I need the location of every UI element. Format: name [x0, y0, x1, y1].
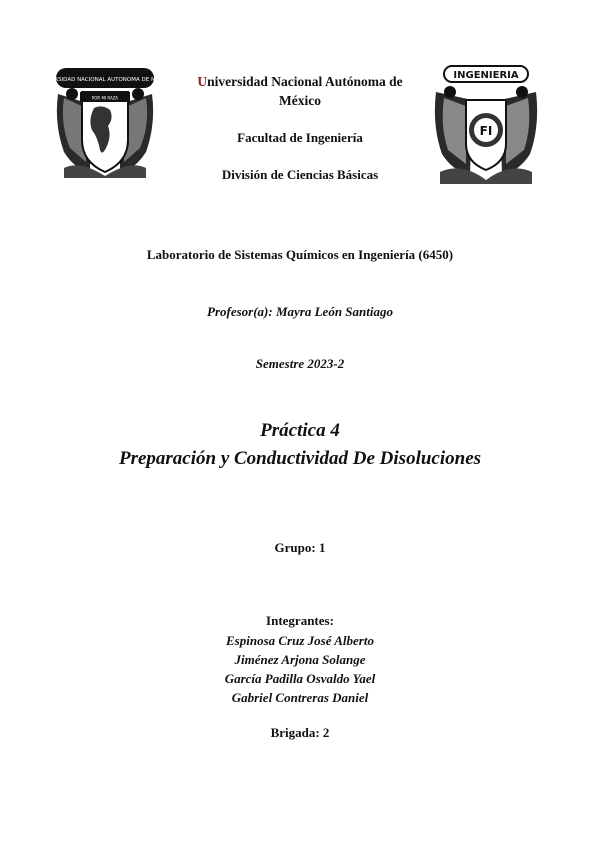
members-label: Integrantes:: [266, 613, 334, 628]
svg-text:INGENIERIA: INGENIERIA: [453, 70, 519, 81]
brigade: Brigada: 2: [270, 725, 330, 740]
member-name: García Padilla Osvaldo Yael: [224, 671, 376, 686]
laboratory-name: Laboratorio de Sistemas Químicos en Ingeniería (6450): [146, 247, 454, 262]
members-list: [0, 631, 600, 707]
member-name: Espinosa Cruz José Alberto: [226, 633, 374, 648]
practice-title: Preparación y Conductividad De Disoluciones: [118, 448, 482, 469]
professor-name: Profesor(a): Mayra León Santiago: [207, 304, 393, 319]
svg-text:UNIVERSIDAD NACIONAL AUTONOMA: UNIVERSIDAD NACIONAL AUTONOMA DE MEXICO: [37, 77, 173, 83]
university-initial: U: [197, 74, 208, 89]
svg-text:POR MI RAZA: POR MI RAZA: [91, 95, 119, 101]
division-name: División de Ciencias Básicas: [221, 167, 379, 182]
svg-text:FI: FI: [479, 124, 493, 138]
member-name: Gabriel Contreras Daniel: [231, 690, 369, 705]
faculty-name: Facultad de Ingeniería: [237, 130, 363, 145]
unam-logo: [37, 64, 173, 184]
member-name: Jiménez Arjona Solange: [234, 652, 366, 667]
semester: Semestre 2023-2: [255, 356, 345, 371]
university-name-rest: niversidad Nacional Autónoma de México: [207, 74, 403, 108]
group: Grupo: 1: [274, 540, 326, 555]
university-name: [180, 72, 420, 110]
practice-number: Práctica 4: [260, 420, 340, 441]
